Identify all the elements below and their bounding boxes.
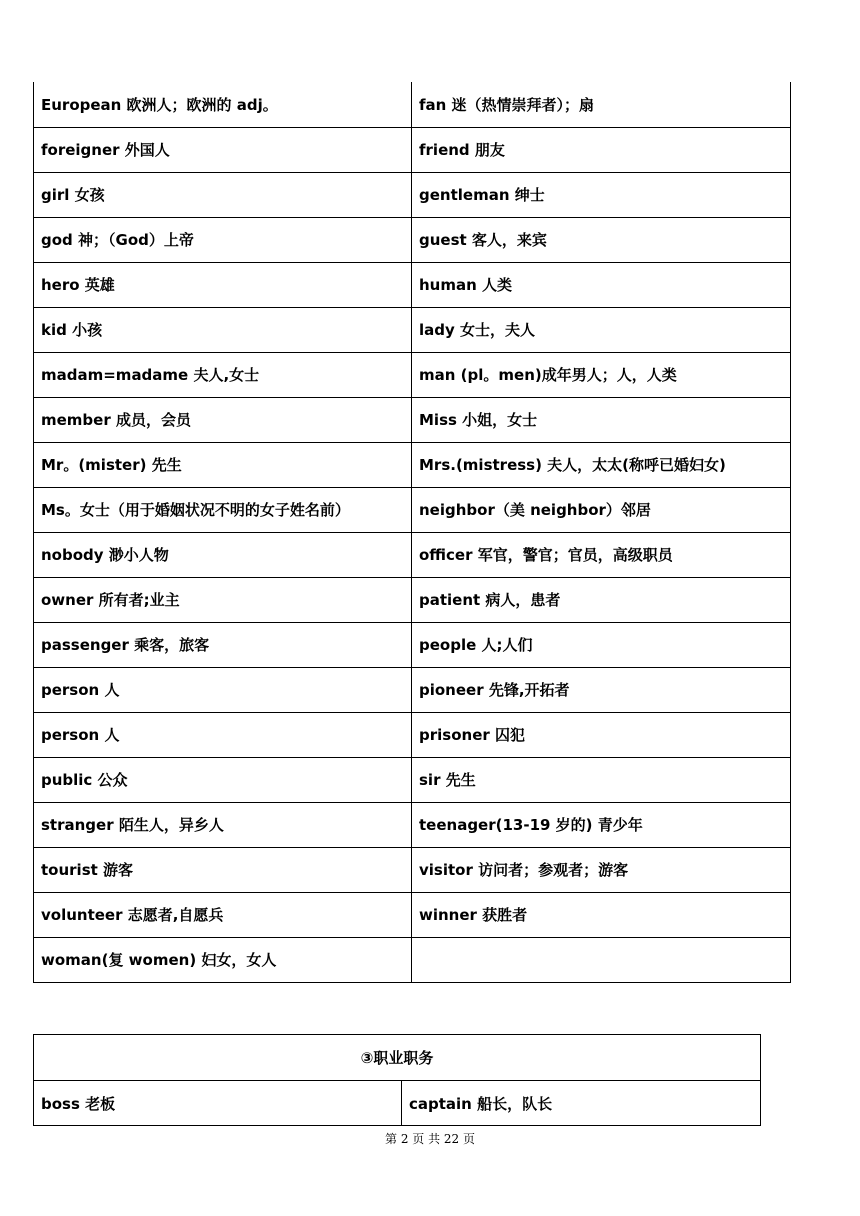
table-cell: hero 英雄 (34, 262, 412, 307)
table-row (34, 667, 791, 712)
table-cell: patient 病人，患者 (412, 577, 791, 622)
table-cell: stranger 陌生人，异乡人 (34, 802, 412, 847)
table-cell: god 神；（God）上帝 (34, 217, 412, 262)
table-cell: teenager(13-19 岁的) 青少年 (412, 802, 791, 847)
table-cell: gentleman 绅士 (412, 172, 791, 217)
table-cell: madam=madame 夫人,女士 (34, 352, 412, 397)
table-cell: pioneer 先锋,开拓者 (412, 667, 791, 712)
table-row (34, 757, 791, 802)
table-cell: captain 船长，队长 (402, 1081, 761, 1126)
vocab-table (33, 82, 791, 983)
table-row (34, 847, 791, 892)
table-cell: European 欧洲人；欧洲的 adj。 (34, 82, 412, 127)
section-title: ③职业职务 (34, 1035, 761, 1081)
table-cell: visitor 访问者；参观者；游客 (412, 847, 791, 892)
table-row (34, 532, 791, 577)
occupation-table-body (34, 1035, 761, 1126)
table-cell: foreigner 外国人 (34, 127, 412, 172)
table-cell: public 公众 (34, 757, 412, 802)
table-cell: lady 女士，夫人 (412, 307, 791, 352)
table-cell: sir 先生 (412, 757, 791, 802)
table-cell: passenger 乘客，旅客 (34, 622, 412, 667)
table-row (34, 487, 791, 532)
table-cell: human 人类 (412, 262, 791, 307)
table-cell: volunteer 志愿者,自愿兵 (34, 892, 412, 937)
table-cell: kid 小孩 (34, 307, 412, 352)
table-cell: guest 客人，来宾 (412, 217, 791, 262)
table-row (34, 397, 791, 442)
table-cell: officer 军官，警官；官员，高级职员 (412, 532, 791, 577)
table-row (34, 217, 791, 262)
table-cell: tourist 游客 (34, 847, 412, 892)
table-row (34, 127, 791, 172)
table-cell: member 成员，会员 (34, 397, 412, 442)
table-row (34, 892, 791, 937)
table-cell: winner 获胜者 (412, 892, 791, 937)
table-row (34, 307, 791, 352)
table-cell: friend 朋友 (412, 127, 791, 172)
table-row (34, 1081, 761, 1126)
occupation-table (33, 1034, 761, 1126)
table-cell: man (pl。men)成年男人；人，人类 (412, 352, 791, 397)
table-cell: Ms。女士（用于婚姻状况不明的女子姓名前） (34, 487, 412, 532)
table-cell: nobody 渺小人物 (34, 532, 412, 577)
table-row (34, 262, 791, 307)
table-row (34, 172, 791, 217)
table-row (34, 352, 791, 397)
table-cell (412, 937, 791, 982)
table-cell: owner 所有者;业主 (34, 577, 412, 622)
table-cell: boss 老板 (34, 1081, 402, 1126)
table-cell: fan 迷（热情崇拜者）；扇 (412, 82, 791, 127)
table-row (34, 712, 791, 757)
table-row (34, 577, 791, 622)
table-cell: people 人;人们 (412, 622, 791, 667)
table-row (34, 442, 791, 487)
table-cell: prisoner 囚犯 (412, 712, 791, 757)
table-row (34, 802, 791, 847)
table-cell: person 人 (34, 667, 412, 712)
table-cell: girl 女孩 (34, 172, 412, 217)
table-cell: person 人 (34, 712, 412, 757)
page-footer: 第 2 页 共 22 页 (385, 1132, 475, 1146)
section-header-row (34, 1035, 761, 1081)
table-cell: Mrs.(mistress) 夫人，太太(称呼已婚妇女) (412, 442, 791, 487)
table-cell: Mr。(mister) 先生 (34, 442, 412, 487)
table-cell: neighbor（美 neighbor）邻居 (412, 487, 791, 532)
table-row (34, 937, 791, 982)
table-cell: woman(复 women) 妇女，女人 (34, 937, 412, 982)
table-cell: Miss 小姐，女士 (412, 397, 791, 442)
table-row (34, 622, 791, 667)
table-row (34, 82, 791, 127)
vocab-table-body (34, 82, 791, 982)
